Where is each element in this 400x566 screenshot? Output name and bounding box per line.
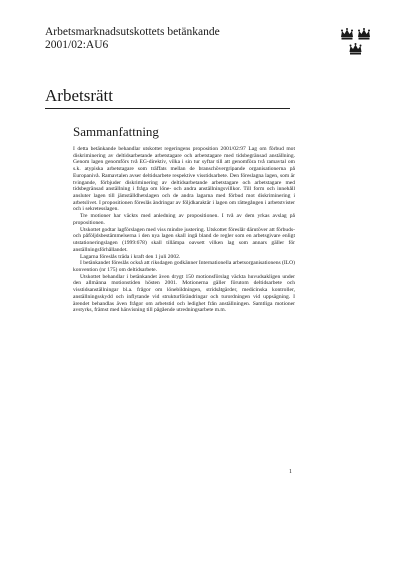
summary-paragraph: I detta betänkande behandlar utskottet regeringens proposition 2001/02:97 Lag om förbud mot diskriminering av deltidsarbetande arbetstagare och arbetstagare med tidsbegränsad anställning. Genom lagen genomförs två EG-direktiv, vilka i sin tur syftar till att genomföra två ramavtal om s.k. atypiska arbetstagare som träffats mellan de branschövergripande organisationerna på Europanivå. Ramavtalen avser deltidsarbete respektive visstidsarbete. Den föreslagna lagen, som är tvingande, förbjuder diskriminering av deltidsarbetande arbetstagare och arbetstagare med tidsbegränsad anställning i fråga om löne- och andra anställningsvillkor. Till form och innehåll ansluter lagen till jämställdhetslagen och de andra lagarna med förbud mot diskriminering i arbetslivet. I propositionen föreslås ändringar av följdkaraktär i lagen om rättegången i arbetstvister och i sekretesslagen. <box>73 146 295 213</box>
document-header <box>45 26 275 52</box>
page-number: 1 <box>289 469 292 475</box>
summary-paragraph: Utskottet godtar lagförslagen med viss mindre justering. Utskottet föreslår därutöver att förbuds- och påföljdsbestämmelserna i den nya lagen skall ingå bland de regler som en arbetsgivare enligt utstationeringslagen (1999:678) skall tillämpa oavsett vilken lag som annars gäller för anställningsförhållandet. <box>73 226 295 253</box>
report-number: 2001/02:AU6 <box>45 39 109 51</box>
summary-paragraph: I betänkandet föreslås också att riksdagen godkänner Internationella arbetsorganisationens (ILO) konvention (nr 175) om deltidsarbete. <box>73 260 295 273</box>
summary-paragraph: Utskottet behandlar i betänkandet även drygt 150 motionsförslag väckta huvudsakligen under den allmänna motionstiden hösten 2001. Motionerna gäller förutom deltidsarbete och visstidsanställningar bl.a. frågor om lönebildningen, stridsåtgärder, medicinska kontroller, anställningsskydd och inflytande vid strukturförändringar och turordningen vid uppsägning. I ärendet behandlas även frågor om arbetstid och ledighet från anställningen. Samtliga motioner avstyrks, främst med hänvisning till pågående utredningsarbete m.m. <box>73 273 295 314</box>
summary-paragraph: Lagarna föreslås träda i kraft den 1 juli 2002. <box>80 253 181 260</box>
title-divider <box>45 108 290 109</box>
section-title: Sammanfattning <box>73 124 159 139</box>
summary-body <box>73 146 295 314</box>
committee-name: Arbetsmarknadsutskottets betänkande <box>45 26 220 38</box>
three-crowns-icon <box>340 27 372 57</box>
summary-paragraph: Tre motioner har väckts med anledning av propositionen. I två av dem yrkas avslag på propositionen. <box>73 213 295 226</box>
chapter-title: Arbetsrätt <box>45 86 113 105</box>
